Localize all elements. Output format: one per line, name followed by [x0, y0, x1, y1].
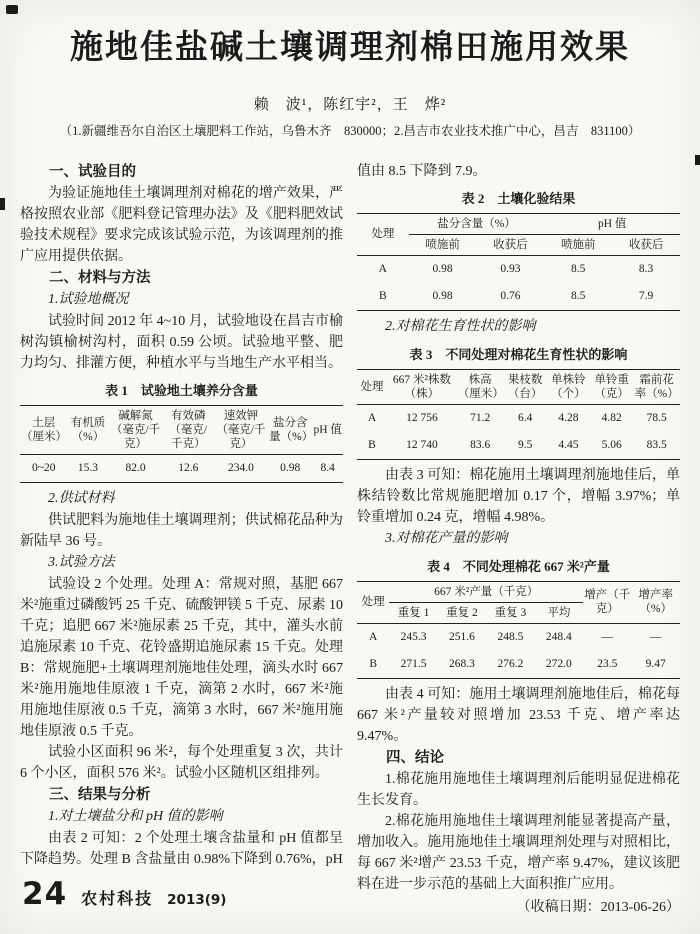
right-column	[357, 161, 680, 918]
header-cell: 收获后	[477, 234, 545, 255]
data-cell: —	[649, 631, 662, 644]
table4-caption: 表 4 不同处理棉花 667 米²产量	[427, 558, 610, 574]
data-cell: 8.3	[638, 263, 654, 276]
subsection-heading: 1.对土壤盐分和 pH 值的影响	[48, 808, 223, 824]
data-cell: 4.45	[547, 432, 590, 460]
paragraph: 1.棉花施用施地佳土壤调理剂后能明显促进棉花生长发育。	[357, 771, 680, 808]
header-cell: 有机质（%）	[68, 405, 109, 454]
table-row	[20, 454, 343, 482]
header-cell: 667 米²株数（株）	[387, 369, 457, 404]
subsection-heading: 2.供试材料	[48, 490, 115, 506]
data-cell: 8.4	[312, 454, 343, 482]
paragraph: 试验时间 2012 年 4~10 月，试验地设在昌吉市榆树沟镇榆树沟村，面积 0.59 公顷。试验地平整、肥力均匀、排灌方便，种植水平与当地生产水平相当。	[20, 313, 343, 371]
data-cell: 251.6	[449, 631, 475, 644]
data-cell: 82.0	[108, 454, 162, 482]
data-cell: 71.2	[470, 412, 491, 425]
table-header-row	[357, 213, 680, 234]
header-cell: 有效磷（毫克/千克）	[163, 405, 214, 454]
data-cell: 15.3	[68, 454, 109, 482]
data-cell: 12.6	[163, 454, 214, 482]
data-cell: 268.3	[438, 651, 486, 679]
data-cell: 245.3	[400, 631, 427, 644]
data-cell: 248.5	[497, 631, 524, 644]
data-cell: 7.9	[612, 283, 680, 311]
subsection-heading: 2.对棉花生育性状的影响	[385, 318, 536, 334]
data-cell: 276.2	[486, 651, 534, 679]
section-heading-4: 四、结论	[386, 749, 444, 766]
table2-caption: 表 2 土壤化验结果	[461, 190, 576, 206]
header-cell: 处理	[357, 581, 389, 623]
header-cell: 果枝数（台）	[503, 369, 546, 404]
table-growth-traits	[357, 369, 680, 460]
issue-number: 2013(9)	[167, 892, 227, 908]
paragraph: 由表 4 可知：施用土壤调理剂施地佳后，棉花每 667 米²产量较对照增加 23.53 千克、增产率达 9.47%。	[357, 686, 680, 744]
data-cell: 0~20	[20, 454, 68, 482]
data-cell: 12 756	[406, 412, 438, 425]
data-cell: 8.5	[571, 263, 586, 276]
table-header-row	[20, 405, 343, 454]
left-column	[20, 161, 343, 918]
paragraph-continuation: 值由 8.5 下降到 7.9。	[357, 163, 487, 179]
subsection-heading: 3.对棉花产量的影响	[385, 530, 508, 546]
header-cell: 碱解氮（毫克/千克）	[108, 405, 162, 454]
header-cell: 平均	[535, 602, 583, 623]
table-header-row	[357, 369, 680, 404]
table-row	[357, 283, 680, 311]
paragraph: 为验证施地佳土壤调理剂对棉花的增产效果，严格按照农业部《肥料登记管理办法》及《肥料肥效试验技术规程》要求完成该试验示范，为该调理剂的推广应用提供依据。	[20, 185, 343, 264]
header-cell: 单株铃（个）	[547, 369, 590, 404]
table-header-row	[357, 581, 680, 602]
data-cell: 5.06	[590, 432, 633, 460]
header-cell: 盐分含量（%）	[268, 405, 312, 454]
data-cell: 0.76	[477, 283, 545, 311]
table-yield	[357, 581, 680, 679]
data-cell: 78.5	[646, 412, 667, 425]
header-cell: 收获后	[612, 234, 680, 255]
header-cell: 单铃重（克）	[590, 369, 633, 404]
header-cell: 喷施前	[409, 234, 477, 255]
data-cell: A	[367, 412, 377, 425]
data-cell: 248.4	[545, 631, 572, 644]
section-heading-3: 三、结果与分析	[49, 786, 151, 803]
paragraph: 由表 3 可知：棉花施用土壤调理剂施地佳后，单株结铃数比常规施肥增加 0.17 个，增幅 3.97%；单铃重增加 0.24 克，增幅 4.98%。	[357, 467, 680, 525]
data-cell: 271.5	[389, 651, 437, 679]
table-row	[357, 623, 680, 651]
header-group-cell: 盐分含量（%）	[409, 213, 545, 234]
header-cell: 重复 1	[389, 602, 437, 623]
table-soil-test-results	[357, 213, 680, 311]
paragraph: 试验小区面积 96 米²，每个处理重复 3 次，共计 6 个小区，面积 576 米²。试验小区随机区组排列。	[20, 744, 343, 781]
header-cell: pH 值	[312, 405, 343, 454]
two-column-body	[20, 161, 680, 918]
header-cell: 重复 2	[438, 602, 486, 623]
scan-artifact	[0, 198, 5, 210]
data-cell: 0.98	[409, 283, 477, 311]
authors-line: 赖 波¹，陈红宇²，王 烨²	[253, 96, 447, 113]
header-cell: 速效钾（毫克/千克）	[214, 405, 268, 454]
header-cell: 株高（厘米）	[457, 369, 504, 404]
data-cell: 4.28	[558, 412, 579, 425]
data-cell: 83.5	[633, 432, 680, 460]
subsection-heading: 3.试验方法	[48, 554, 115, 570]
header-cell: 喷施前	[544, 234, 612, 255]
table-row	[357, 255, 680, 283]
table-soil-nutrients	[20, 405, 343, 483]
scan-artifact	[6, 5, 18, 14]
data-cell: 0.98	[432, 263, 453, 276]
data-cell: 4.82	[601, 412, 622, 425]
data-cell: 9.47	[631, 651, 680, 679]
data-cell: 0.93	[500, 263, 521, 276]
header-cell: 处理	[357, 213, 409, 255]
data-cell: 9.5	[503, 432, 546, 460]
header-cell: 霜前花率（%）	[633, 369, 680, 404]
data-cell: B	[357, 283, 409, 311]
section-heading-2: 二、材料与方法	[49, 269, 151, 286]
section-heading-1: 一、试验目的	[49, 163, 136, 180]
data-cell: A	[378, 263, 387, 276]
table-row	[357, 651, 680, 679]
header-cell: 处理	[357, 369, 387, 404]
data-cell: B	[357, 651, 389, 679]
data-cell: —	[601, 631, 614, 644]
data-cell: 23.5	[583, 651, 631, 679]
table-row	[357, 404, 680, 432]
header-cell: 增产率（%）	[631, 581, 680, 623]
paragraph: 供试肥料为施地佳土壤调理剂；供试棉花品种为新陆早 36 号。	[20, 512, 343, 549]
table1-caption: 表 1 试验地土壤养分含量	[105, 382, 258, 398]
data-cell: 0.98	[268, 454, 312, 482]
affiliation-line: （1.新疆维吾尔自治区土壤肥料工作站，乌鲁木齐 830000；2.昌吉市农业技术推广中心，昌吉 831100）	[59, 123, 641, 138]
paragraph: 2.棉花施用施地佳土壤调理剂能显著提高产量，增加收入。施用施地佳土壤调理剂处理与对照相比，每 667 米²增产 23.53 千克，增产率 9.47%，建议该肥料在进一步示范的基础上大面积推广应用。	[357, 813, 680, 892]
data-cell: 234.0	[214, 454, 268, 482]
data-cell: 6.4	[517, 412, 533, 425]
journal-name: 农村科技	[81, 889, 154, 908]
header-cell: 土层（厘米）	[20, 405, 68, 454]
header-group-cell: pH 值	[544, 213, 680, 234]
table3-caption: 表 3 不同处理对棉花生育性状的影响	[409, 346, 628, 362]
table-row	[357, 432, 680, 460]
data-cell: B	[357, 432, 387, 460]
data-cell: 272.0	[535, 651, 583, 679]
data-cell: 12 740	[387, 432, 457, 460]
data-cell: 83.6	[457, 432, 504, 460]
paragraph: 试验设 2 个处理。处理 A：常规对照，基肥 667 米²施重过磷酸钙 25 千克、硫酸钾镁 5 千克、尿素 10 千克；追肥 667 米²施尿素 25 千克，其中，灌头水前追施尿素 10 千克、花铃盛期追施尿素 15 千克。处理 B：常规施肥+土壤调理剂施地佳处理，滴头水时 667 米²施用施地佳原液 1 千克，滴第 2 水时，667 米²施用施地佳原液 0.5 千克，滴第 3 水时，667 米²施用施地佳原液 0.5 千克。	[20, 576, 343, 739]
header-cell: 增产（千克）	[583, 581, 631, 623]
paragraph: 由表 2 可知：2 个处理土壤含盐量和 pH 值都呈下降趋势。处理 B 含盐量由 0.98%下降到 0.76%，pH	[20, 830, 343, 867]
header-group-cell: 667 米²产量（千克）	[389, 581, 583, 602]
data-cell: 8.5	[544, 283, 612, 311]
received-date: （收稿日期：2013-06-26）	[516, 899, 680, 915]
page-number: 24	[22, 876, 68, 912]
page-footer	[22, 876, 226, 912]
data-cell: A	[368, 631, 378, 644]
scan-artifact	[695, 155, 700, 165]
subsection-heading: 1.试验地概况	[48, 291, 129, 307]
header-cell: 重复 3	[486, 602, 534, 623]
paper-title: 施地佳盐碱土壤调理剂棉田施用效果	[70, 27, 630, 66]
